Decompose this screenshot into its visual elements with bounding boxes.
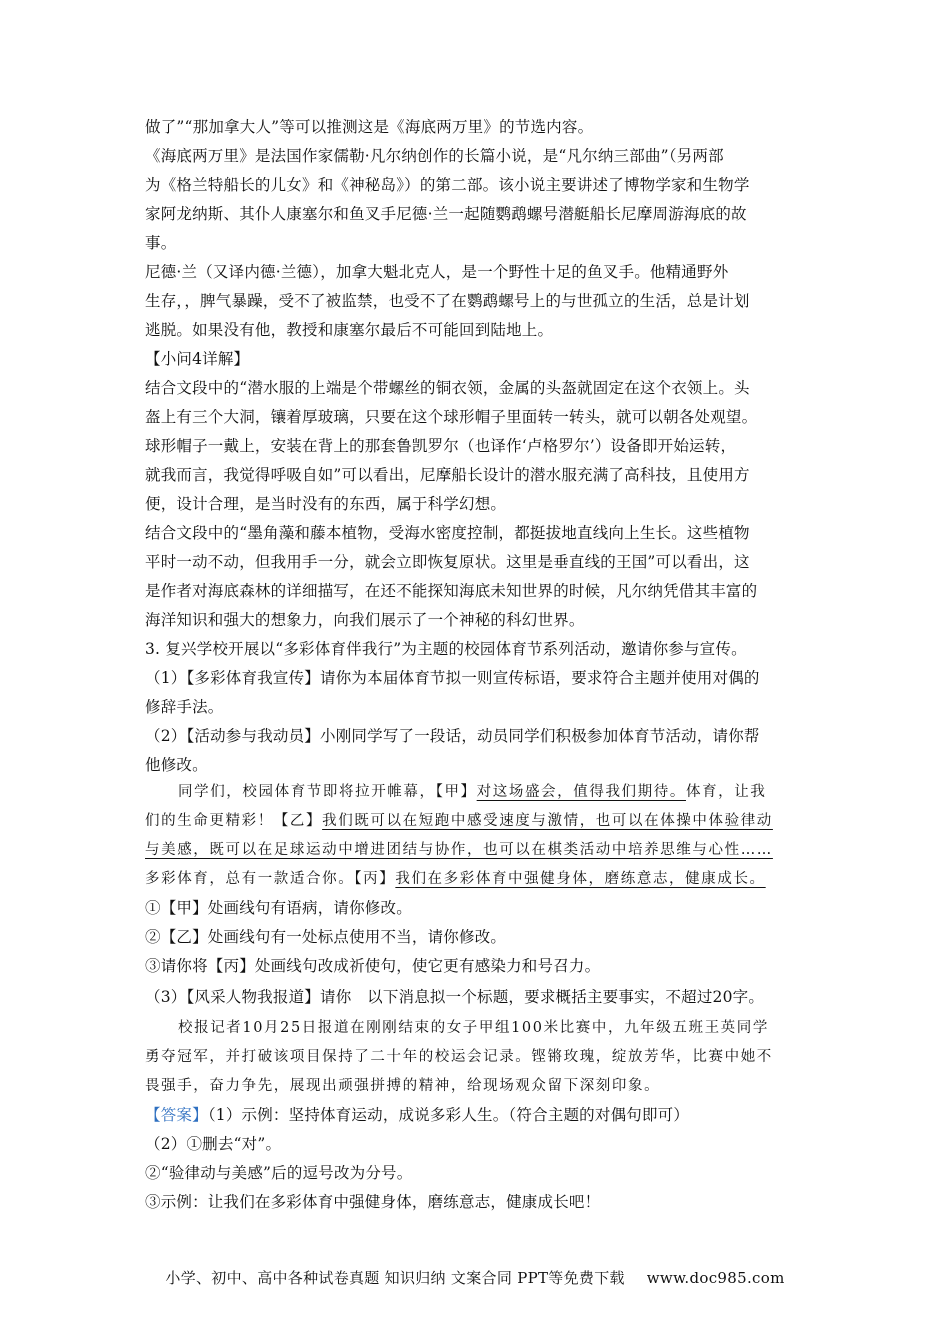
sub-question: ③请你将【丙】处画线句改成祈使句，使它更有感染力和号召力。 <box>145 957 601 975</box>
text-line: 尼德·兰（又译内德·兰德），加拿大魁北克人，是一个野性十足的鱼叉手。他精通野外 <box>145 263 729 281</box>
text-line: 海洋知识和强大的想象力，向我们展示了一个神秘的科幻世界。 <box>145 611 585 629</box>
underlined-sentence-jia: 对这场盛会，值得我们期待。 <box>476 784 686 800</box>
text-line: 他修改。 <box>145 756 208 774</box>
passage-line <box>145 840 815 860</box>
text-line: 事。 <box>145 234 177 252</box>
passage-text: 体育，让我 <box>685 784 767 800</box>
section-heading: 【小问4详解】 <box>145 350 250 368</box>
passage-line <box>145 869 815 889</box>
passage-text: 同学们，校园体育节即将拉开帷幕，【甲】 <box>178 784 477 800</box>
text-line: 平时一动不动，但我用手一分，就会立即恢复原状。这里是垂直线的王国”可以看出，这 <box>145 553 750 571</box>
answer-text: （1）示例：坚持体育运动，成说多彩人生。（符合主题的对偶句即可） <box>207 1106 690 1124</box>
underlined-sentence-bing: 我们在多彩体育中强健身体，磨练意志，健康成长。 <box>395 871 766 887</box>
footer-text: 小学、初中、高中各种试卷真题 知识归纳 文案合同 PPT等免费下载 <box>165 1269 625 1287</box>
text-line: （2）【活动参与我动员】小刚同学写了一段话，动员同学们积极参加体育节活动，请你帮 <box>145 727 760 745</box>
question-title: 3. 复兴学校开展以“多彩体育伴我行”为主题的校园体育节系列活动，邀请你参与宣传。 <box>145 640 747 658</box>
text-line: 生存，，脾气暴躁，受不了被监禁，也受不了在鹦鹉螺号上的与世孤立的生活，总是计划 <box>145 292 750 310</box>
text-line: 家阿龙纳斯、其仆人康塞尔和鱼叉手尼德·兰一起随鹦鹉螺号潜艇船长尼摩周游海底的故 <box>145 205 747 223</box>
sub-question: ①【甲】处画线句有语病，请你修改。 <box>145 899 412 917</box>
underlined-sentence-yi: 与美感，既可以在足球运动中增进团结与协作，也可以在棋类活动中培养思维与心性…… <box>145 842 773 858</box>
text-line: 便，设计合理，是当时没有的东西，属于科学幻想。 <box>145 495 507 513</box>
answer-line: （2）①删去“对”。 <box>145 1135 282 1153</box>
text-line: 结合文段中的“潜水服的上端是个带螺丝的铜衣领，金属的头盔就固定在这个衣领上。头 <box>145 379 750 397</box>
news-line: 畏强手，奋力争先，展现出顽强拼搏的精神，给现场观众留下深刻印象。 <box>145 1078 661 1094</box>
footer-url: www.doc985.com <box>646 1269 785 1287</box>
answer-line: ③示例：让我们在多彩体育中强健身体，磨练意志，健康成长吧！ <box>145 1193 601 1211</box>
answer-line <box>145 1105 815 1125</box>
text-line: 是作者对海底森林的详细描写，在还不能探知海底未知世界的时候，凡尔纳凭借其丰富的 <box>145 582 758 600</box>
sub-question: ②【乙】处画线句有一处标点使用不当，请你修改。 <box>145 928 507 946</box>
passage-line <box>178 782 848 802</box>
text-line: 结合文段中的“墨角藻和藤本植物，受海水密度控制，都挺拔地直线向上生长。这些植物 <box>145 524 750 542</box>
text-line: 盔上有三个大洞，镶着厚玻璃，只要在这个球形帽子里面转一转头，就可以朝各处观望。 <box>145 408 758 426</box>
news-line: 勇夺冠军，并打破该项目保持了二十年的校运会记录。铿锵玫瑰，绽放芳华，比赛中她不 <box>145 1049 773 1065</box>
text-line: 《海底两万里》是法国作家儒勒·凡尔纳创作的长篇小说，是“凡尔纳三部曲”（另两部 <box>145 147 724 165</box>
text-line: 为《格兰特船长的儿女》和《神秘岛》）的第二部。该小说主要讲述了博物学家和生物学 <box>145 176 750 194</box>
text-line: （1）【多彩体育我宣传】请你为本届体育节拟一则宣传标语，要求符合主题并使用对偶的 <box>145 669 760 687</box>
underlined-sentence-yi: 我们既可以在短跑中感受速度与激情，也可以在体操中体验律动 <box>322 813 773 829</box>
answer-label: 【答案】 <box>145 1106 208 1124</box>
text-line: 逃脱。如果没有他，教授和康塞尔最后不可能回到陆地上。 <box>145 321 554 339</box>
text-line: 球形帽子一戴上，安装在背上的那套鲁凯罗尔（也译作‘卢格罗尔’）设备即开始运转， <box>145 437 737 455</box>
sub-question: （3）【风采人物我报道】请你 以下消息拟一个标题，要求概括主要事实，不超过20字。 <box>145 988 765 1006</box>
passage-line <box>145 811 815 831</box>
text-line: 修辞手法。 <box>145 698 224 716</box>
passage-text: 们的生命更精彩！【乙】 <box>145 813 323 829</box>
text-line: 做了”“那加拿大人”等可以推测这是《海底两万里》的节选内容。 <box>145 118 594 136</box>
news-line: 校报记者10月25日报道在刚刚结束的女子甲组100米比赛中，九年级五班王英同学 <box>178 1020 769 1036</box>
answer-line: ②“验律动与美感”后的逗号改为分号。 <box>145 1164 413 1182</box>
text-line: 就我而言，我觉得呼吸自如”可以看出，尼摩船长设计的潜水服充满了高科技，且使用方 <box>145 466 750 484</box>
page-footer <box>0 1268 950 1288</box>
passage-text: 多彩体育，总有一款适合你。【丙】 <box>145 871 396 887</box>
